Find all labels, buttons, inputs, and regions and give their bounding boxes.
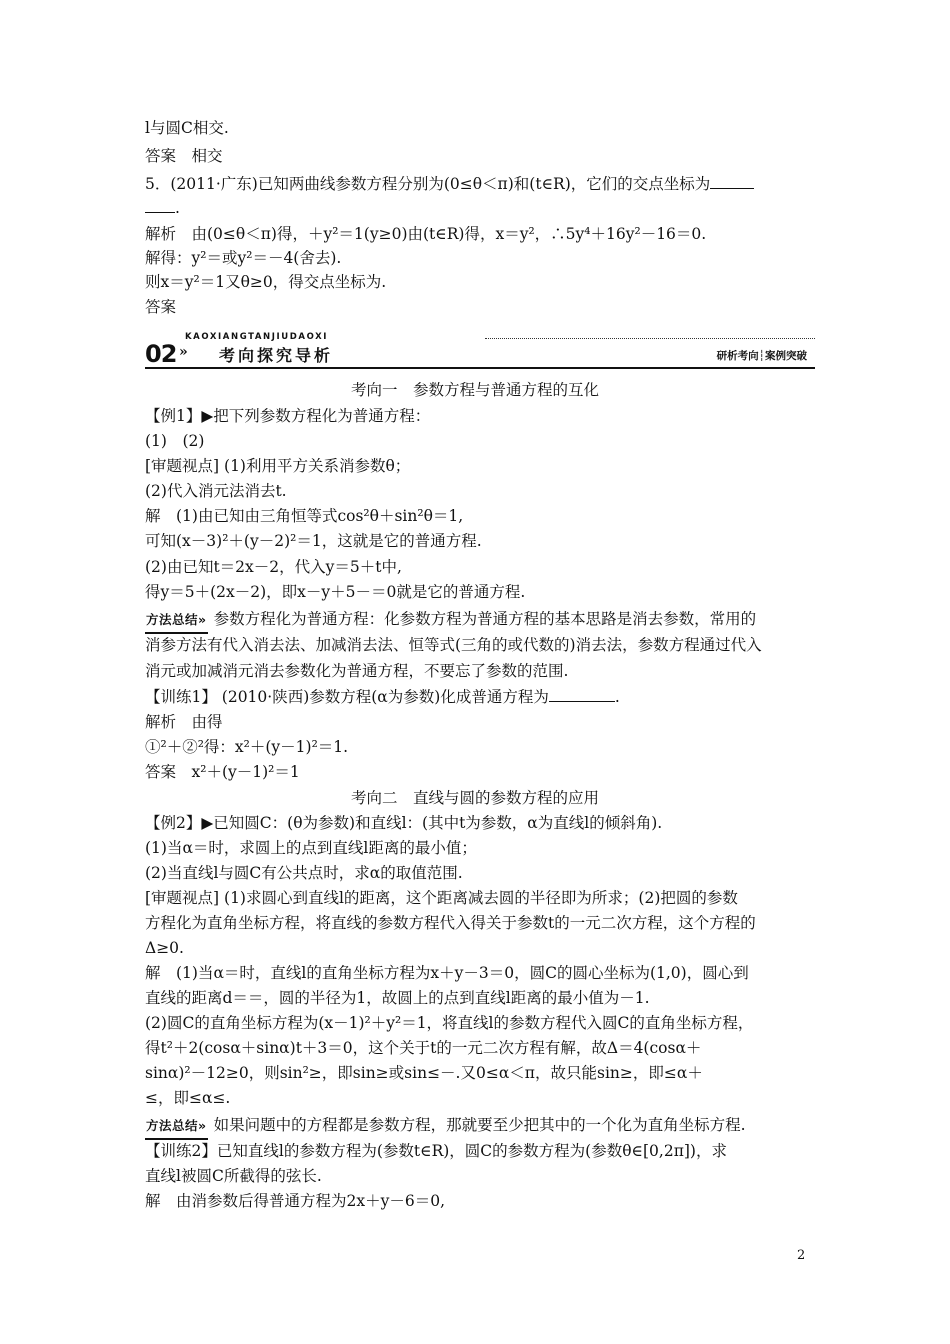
text-line: (1)当α＝时，求圆上的点到直线l距离的最小值； [145, 839, 477, 857]
section-banner [145, 332, 815, 370]
text-line: sinα)²－12≥0，则sin²≥，即sin≥或sin≤－.又0≤α＜π，故只能sin≥，即≤α＋ [145, 1064, 703, 1082]
text-line: 解得：y²＝或y²＝－4(舍去). [145, 249, 342, 267]
text-line: l与圆C相交. [145, 119, 229, 137]
text-line: 解析 由(0≤θ＜π)得，＋y²＝1(y≥0)由(t∈R)得，x＝y²，∴5y⁴＋16y²－16＝0. [145, 225, 707, 243]
text-line: (2)由已知t＝2x－2，代入y＝5＋t中, [145, 558, 402, 576]
section-title: 考向探究导析 [219, 346, 334, 365]
text-line [145, 172, 754, 196]
banner-rule [145, 367, 815, 369]
topic-heading: 考向一 参数方程与普通方程的互化 [350, 381, 599, 399]
text-line: (2)代入消元法消去t. [145, 482, 287, 500]
text-line: 得y＝5＋(2x－2)，即x－y＋5－＝0就是它的普通方程. [145, 583, 526, 601]
problem-5-text: 5．(2011·广东)已知两曲线参数方程分别为(0≤θ＜π)和(t∈R)，它们的交点坐标为 [145, 175, 711, 193]
answer-blank [549, 687, 615, 702]
banner-pinyin: KAOXIANGTANJIUDAOXI [185, 332, 329, 342]
text-line: 直线的距离d＝＝，圆的半径为1，故圆上的点到直线l距离的最小值为－1. [145, 989, 650, 1007]
text-line: 解 由消参数后得普通方程为2x＋y－6＝0, [145, 1192, 446, 1210]
text-line: 直线l被圆C所截得的弦长. [145, 1167, 322, 1185]
text-line: 【例2】▶已知圆C：(θ为参数)和直线l：(其中t为参数，α为直线l的倾斜角). [145, 814, 663, 832]
text-line: 答案 x²＋(y－1)²＝1 [145, 763, 300, 781]
text-line: 则x＝y²＝1又θ≥0，得交点坐标为. [145, 273, 387, 291]
text-line: (2)当直线l与圆C有公共点时，求α的取值范围. [145, 864, 463, 882]
text-line: Δ≥0. [145, 939, 184, 957]
topic-heading: 考向二 直线与圆的参数方程的应用 [350, 789, 599, 807]
text-line: [审题视点] (1)求圆心到直线l的距离，这个距离减去圆的半径即为所求；(2)把圆的参数 [145, 889, 738, 907]
text-line: . [145, 196, 180, 220]
text-line: 方法总结» 参数方程化为普通方程：化参数方程为普通方程的基本思路是消去参数，常用的 [145, 607, 756, 634]
method-summary-tag: 方法总结» [145, 1114, 208, 1140]
banner-subtitle: 研析考向┆案例突破 [716, 350, 807, 362]
text-line: 解 (1)由已知由三角恒等式cos²θ＋sin²θ＝1, [145, 507, 464, 525]
answer-blank [145, 198, 175, 213]
text-line: 消元或加减消元消去参数化为普通方程，不要忘了参数的范围. [145, 662, 569, 680]
double-arrow-icon: » [179, 344, 188, 360]
text-line: 【例1】▶把下列参数方程化为普通方程： [145, 407, 431, 425]
text-line: 消参方法有代入消去法、加减消去法、恒等式(三角的或代数的)消去法，参数方程通过代入 [145, 636, 762, 654]
section-number: 02 [145, 340, 177, 368]
text-line: 解析 由得 [145, 713, 223, 731]
text-line: 【训练1】 (2010·陕西)参数方程(α为参数)化成普通方程为 . [145, 688, 620, 706]
answer-blank [710, 174, 754, 189]
text-line: (2)圆C的直角坐标方程为(x－1)²＋y²＝1，将直线l的参数方程代入圆C的直角坐标方程， [145, 1014, 754, 1032]
text-line: ①²＋②²得：x²＋(y－1)²＝1. [145, 738, 349, 756]
text-line: 得t²＋2(cosα＋sinα)t＋3＝0，这个关于t的一元二次方程有解，故Δ＝4(cosα＋ [145, 1039, 702, 1057]
text-line: 答案 [145, 298, 177, 316]
text-line: [审题视点] (1)利用平方关系消参数θ； [145, 457, 411, 475]
text-line: 可知(x－3)²＋(y－2)²＝1，这就是它的普通方程. [145, 532, 482, 550]
text-line: 答案 相交 [145, 147, 223, 165]
text-line: ≤，即≤α≤. [145, 1089, 231, 1107]
method-summary-tag: 方法总结» [145, 608, 208, 634]
text-line: 方法总结» 如果问题中的方程都是参数方程，那就要至少把其中的一个化为直角坐标方程. [145, 1113, 746, 1140]
text-line: 方程化为直角坐标方程，将直线的参数方程代入得关于参数t的一元二次方程，这个方程的 [145, 914, 756, 932]
banner-dotted-rule [485, 338, 815, 339]
text-line: 解 (1)当α＝时，直线l的直角坐标方程为x＋y－3＝0，圆C的圆心坐标为(1,0)，圆心到 [145, 964, 749, 982]
text-line: (1) (2) [145, 432, 205, 450]
page-number: 2 [797, 1248, 806, 1263]
text-line: 【训练2】已知直线l的参数方程为(参数t∈R)，圆C的参数方程为(参数θ∈[0,2π])，求 [145, 1142, 727, 1160]
